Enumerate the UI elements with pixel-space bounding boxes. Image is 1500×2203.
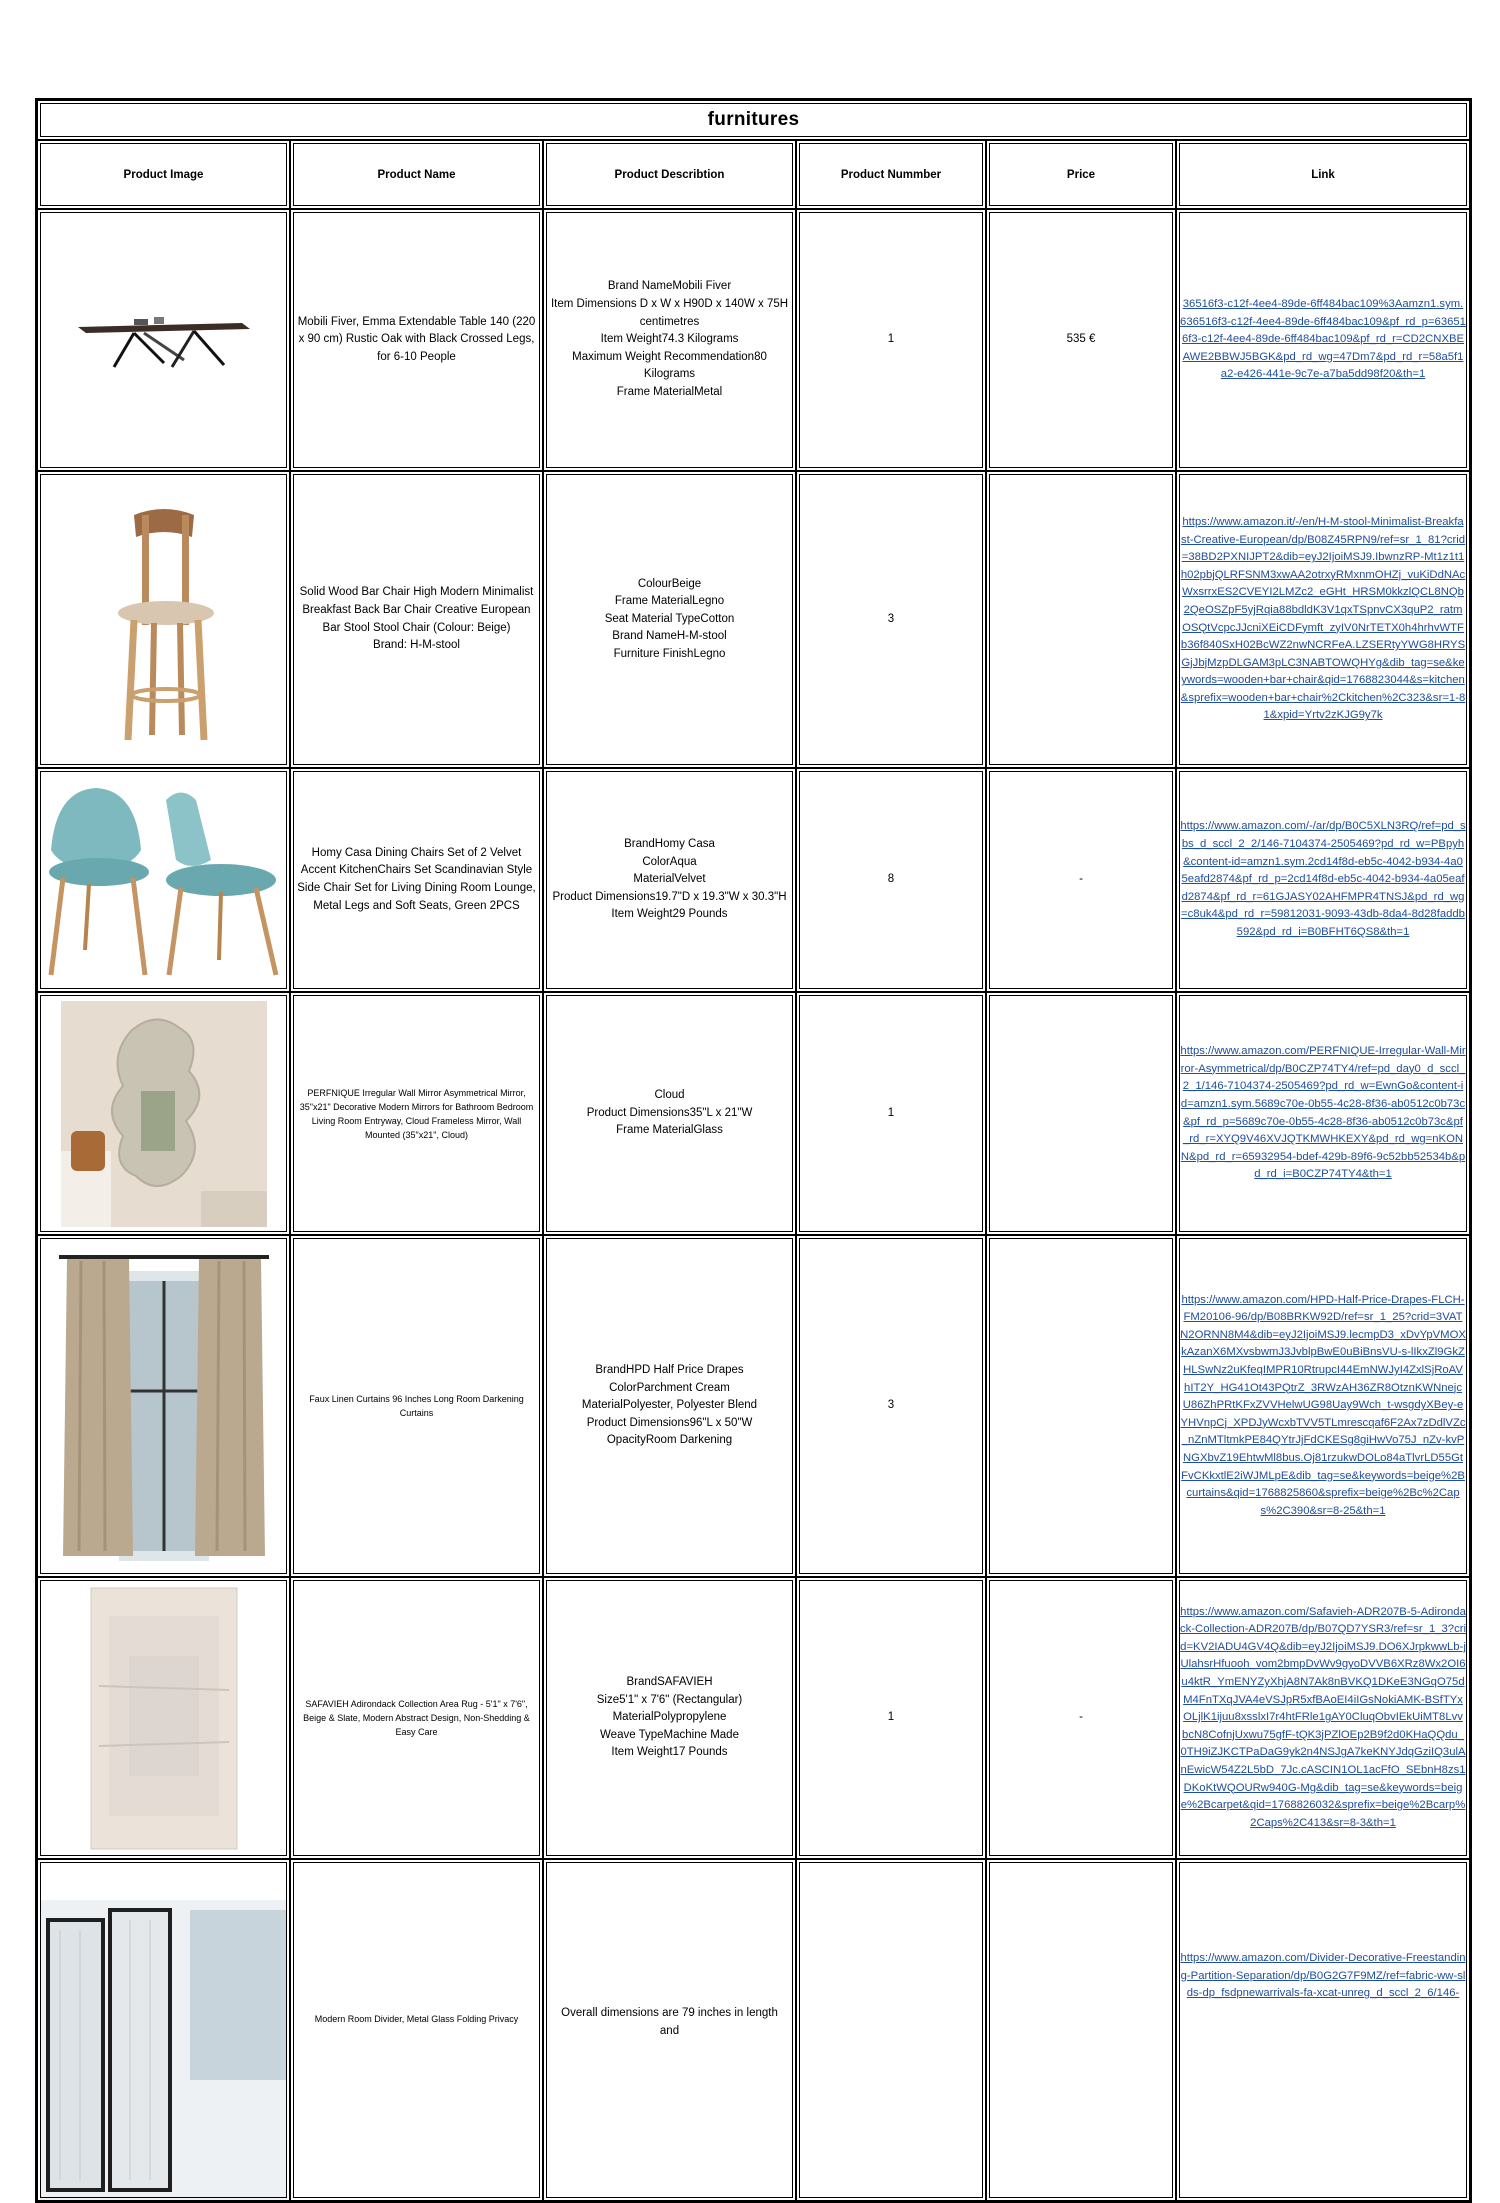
area-rug-icon: [89, 1586, 239, 1851]
product-name-cell: [290, 1235, 543, 1577]
product-link-cell[interactable]: [1176, 1577, 1470, 1859]
product-name-cell: [290, 992, 543, 1235]
product-image-cell: [37, 768, 290, 992]
product-name-cell: [290, 471, 543, 768]
table-row: [37, 768, 1470, 992]
header-product-image: Product Image: [37, 140, 290, 209]
product-name-cell: [290, 209, 543, 471]
product-description: Cloud Product Dimensions35"L x 21"W Frame MaterialGlass: [586, 1089, 753, 1137]
product-number: 3: [887, 612, 895, 625]
header-link: Link: [1176, 140, 1470, 209]
product-number: 1: [887, 333, 895, 346]
product-description: ColourBeige Frame MaterialLegno Seat Material TypeCotton Brand NameH-M-stool Furniture FinishLegno: [604, 577, 735, 660]
product-number-cell: [796, 768, 986, 992]
product-image-cell: [37, 209, 290, 471]
product-link[interactable]: https://www.amazon.com/Divider-Decorative-Freestanding-Partition-Separation/dp/B0G2G7F9MZ/ref=fabric-ww-slds-dp_fsdpnewarrivals-fa-xcat-unreg_d_sccl_2_6/146-: [1180, 1952, 1466, 2000]
product-description-cell: [543, 1577, 796, 1859]
product-link[interactable]: https://www.amazon.com/-/ar/dp/B0C5XLN3RQ/ref=pd_sbs_d_sccl_2_2/146-7104374-2505469?pd_rd_w=PBpyh&content-id=amzn1.sym.2cd14f8d-eb5c-4042-b934-4a05eafd2874&pf_rd_p=2cd14f8d-eb5c-4042-b934-4a05eafd2874&pf_rd_r=61GJASY02AHFMPR4TNSJ&pd_rd_wg=c8uk4&pd_rd_r=59812031-9093-43db-8da4-8d28faddb592&pd_rd_i=B0BFHT6QS8&th=1: [1180, 820, 1466, 938]
product-price-cell: [986, 209, 1176, 471]
product-name: Mobili Fiver, Emma Extendable Table 140 (220 x 90 cm) Rustic Oak with Black Crossed Legs, for 6-10 People: [297, 315, 536, 363]
product-price: 535 €: [1066, 333, 1096, 346]
product-price-cell: [986, 992, 1176, 1235]
product-price-cell: [986, 768, 1176, 992]
product-name: Faux Linen Curtains 96 Inches Long Room Darkening Curtains: [309, 1394, 524, 1418]
product-description-cell: [543, 471, 796, 768]
header-row: [37, 140, 1470, 209]
product-name: Solid Wood Bar Chair High Modern Minimalist Breakfast Back Bar Chair Creative European Bar Stool Stool Chair (Colour: Beige) Brand: H-M-stool: [299, 586, 534, 652]
product-description-cell: [543, 768, 796, 992]
product-image-cell: [37, 471, 290, 768]
product-price-cell: [986, 471, 1176, 768]
product-number: 8: [887, 873, 895, 886]
table-row: [37, 1577, 1470, 1859]
spreadsheet-sheet: [35, 98, 1470, 2037]
header-price: Price: [986, 140, 1176, 209]
product-description: Brand NameMobili Fiver Item Dimensions D x W x H90D x 140W x 75H centimetres Item Weight74.3 Kilograms Maximum Weight Recommendation80 Kilograms Frame MaterialMetal: [550, 280, 789, 398]
product-number-cell: [796, 992, 986, 1235]
product-image-cell: [37, 1577, 290, 1859]
product-number-cell: [796, 1859, 986, 2201]
product-price-cell: [986, 1577, 1176, 1859]
product-price-cell: [986, 1235, 1176, 1577]
room-divider-icon: [40, 1900, 287, 2200]
product-image-cell: [37, 1235, 290, 1577]
product-link-cell[interactable]: [1176, 1235, 1470, 1577]
product-description: BrandHPD Half Price Drapes ColorParchment Cream MaterialPolyester, Polyester Blend Product Dimensions96"L x 50"W OpacityRoom Darkening: [581, 1364, 758, 1447]
product-description-cell: [543, 209, 796, 471]
product-name: Modern Room Divider, Metal Glass Folding Privacy: [314, 2014, 519, 2024]
product-number: 1: [887, 1106, 895, 1119]
product-name: PERFNIQUE Irregular Wall Mirror Asymmetrical Mirror, 35"x21" Decorative Modern Mirrors for Bathroom Bedroom Living Room Entryway, Cloud Frameless Mirror, Wall Mounted (35"x21", Cloud): [299, 1087, 534, 1140]
product-link[interactable]: https://www.amazon.it/-/en/H-M-stool-Minimalist-Breakfast-Creative-European/dp/B08Z45RPN9/ref=sr_1_81?crid=38BD2PXNIJPT2&dib=eyJ2IjoiMSJ9.IbwnzRP-Mt1z1t1h02pbjQLRFSNM3xwAA2otrxyRMxnmOHZj_vuKiDdNAcWxsrrxES2CVEYI2LMZc2_eGHt_HRSM0kkzlQCL8NQb2QeOSZpF5yjRqia88bdldK3V1qxTSpnvCX3quP2_ratmOSQtVcpcJJcniXEiCDFymft_zyIV0NrTETX0h4hrhvWTFb36f840SxH02BcWZ2nwNCRFeA.LZSERtyYWG8HRYSGjJbjMzpDLGAM3pLC3NABTOWQHYg&dib_tag=se&keywords=wooden+bar+chair&qid=1768823044&s=kitchen&sprefix=wooden+bar+chair%2Ckitchen%2C323&sr=1-81&xpid=Yrtv2zKJG9y7k: [1180, 515, 1466, 722]
product-number-cell: [796, 1577, 986, 1859]
product-name: Homy Casa Dining Chairs Set of 2 Velvet Accent KitchenChairs Set Scandinavian Style Side Chair Set for Living Dining Room Lounge, Metal Legs and Soft Seats, Green 2PCS: [297, 846, 536, 912]
header-product-number: Product Nummber: [796, 140, 986, 209]
product-name-cell: [290, 1859, 543, 2201]
product-description: BrandSAFAVIEH Size5'1" x 7'6" (Rectangular) MaterialPolypropylene Weave TypeMachine Made Item Weight17 Pounds: [596, 1676, 743, 1759]
product-link-cell[interactable]: [1176, 768, 1470, 992]
product-image-cell: [37, 1859, 290, 2201]
product-link-cell[interactable]: [1176, 209, 1470, 471]
extendable-table-icon: [74, 305, 254, 375]
product-link[interactable]: https://www.amazon.com/Safavieh-ADR207B-5-Adirondack-Collection-ADR207B/dp/B07QD7YSR3/ref=sr_1_3?crid=KV2IADU4GV4Q&dib=eyJ2IjoiMSJ9.DO6XJrpkwwLb-jUlahsrHfuooh_vom2bmpDvWv9gyoDVVB6XRz8Wx2OI6u4ktR_YmENYZyXhjA8N7Ak8nBVKQ1DKeE3NGqO75dM4FnTXqJVA4eVSJpR5xfBAoEI4iIGsNokiAMK-BSfTYxOLjlK1ijuu8xsslxI7r4htFRle1gAY0CluqObvIEkUiMT8LvvbcN8CofnjUxwu75gfF-tQK3jPZlOEp2B9f2d0KHaQQdu_0TH9iZJKCTPaDaG9yk2n4NSJgA7keKNYJdqGziIQ3ulAnEwicW54Z2L5bD_7Jc.cASCIN1OL1acFfO_SEbnH8zs1DKoKtWQOURw940G-Mg&dib_tag=se&keywords=beige%2Bcarpet&qid=1768826032&sprefix=beige%2Bcarp%2Caps%2C413&sr=8-3&th=1: [1180, 1605, 1467, 1829]
linen-curtains-icon: [59, 1251, 269, 1561]
product-number-cell: [796, 471, 986, 768]
product-name: SAFAVIEH Adirondack Collection Area Rug - 5'1" x 7'6", Beige & Slate, Modern Abstract Design, Non-Shedding & Easy Care: [303, 1699, 530, 1737]
product-link[interactable]: https://www.amazon.com/HPD-Half-Price-Drapes-FLCH-FM20106-96/dp/B08BRKW92D/ref=sr_1_25?crid=3VATN2ORNN8M4&dib=eyJ2IjoiMSJ9.lecmpD3_xDvYpVMOXkAzanX6MXvsbwmJ3JvblpBwE0uBiBnsVU-s-lIkxZl9GkZHLSwNz2uKfeqIMPR10RtrupcI44EmNWJyI4ZxlSjRoAVhIT2Y_HG41Ot43PQtrZ_3RWzAH36ZR8OtznKWNnejcU86ZhPRtKFxZVVHelwUG98Uay9Wch_t-wsgdyXBey-eYHVnpCj_XPDJyWcxbTVV5TLmrescqaf6F2Ax7zDdlVZc_nZnMTltmkPE84QYtrJjFdCKESg8giHwVo75J_nZv-kvPNGXbvZ19EhtwMl8bus.Oj81rzukwDOLo84aTlvrLD55GtFvCKkxtlE2iWJMLpE&dib_tag=se&keywords=beige%2Bcurtains&qid=1768825860&sprefix=beige%2Bc%2Caps%2C390&sr=8-25&th=1: [1180, 1293, 1466, 1517]
product-price: -: [1079, 1711, 1083, 1724]
bar-stool-icon: [94, 495, 234, 745]
product-price: -: [1079, 873, 1083, 886]
furniture-table: [35, 98, 1472, 2203]
table-row: [37, 471, 1470, 768]
table-row: [37, 1235, 1470, 1577]
product-price-cell: [986, 1859, 1176, 2201]
cloud-mirror-icon: [61, 1001, 267, 1227]
product-link-cell[interactable]: [1176, 1859, 1470, 2201]
header-product-name: Product Name: [290, 140, 543, 209]
product-link[interactable]: https://www.amazon.com/PERFNIQUE-Irregular-Wall-Mirror-Asymmetrical/dp/B0CZP74TY4/ref=pd_day0_d_sccl_2_1/146-7104374-2505469?pd_rd_w=EwnGo&content-id=amzn1.sym.5689c70e-0b55-4c28-8f36-ab0512c0b73c&pf_rd_p=5689c70e-0b55-4c28-8f36-ab0512c0b73c&pf_rd_r=XYQ9V46XVJQTKMWHKEXY&pd_rd_wg=nKONN&pd_rd_r=65932954-bdef-429b-89f6-9c52bb52534b&pd_rd_i=B0CZP74TY4&th=1: [1180, 1045, 1466, 1181]
table-row: [37, 1859, 1470, 2201]
header-product-description: Product Describtion: [543, 140, 796, 209]
product-link-cell[interactable]: [1176, 471, 1470, 768]
product-description-cell: [543, 1859, 796, 2201]
table-row: [37, 209, 1470, 471]
product-number-cell: [796, 1235, 986, 1577]
product-description: Overall dimensions are 79 inches in length and: [561, 2007, 778, 2037]
product-number: 1: [887, 1711, 895, 1724]
product-name-cell: [290, 1577, 543, 1859]
velvet-dining-chairs-icon: [41, 780, 286, 980]
product-image-cell: [37, 992, 290, 1235]
product-description-cell: [543, 1235, 796, 1577]
product-link-cell[interactable]: [1176, 992, 1470, 1235]
product-description: BrandHomy Casa ColorAqua MaterialVelvet Product Dimensions19.7"D x 19.3"W x 30.3"H Item Weight29 Pounds: [552, 838, 787, 921]
product-name-cell: [290, 768, 543, 992]
product-number-cell: [796, 209, 986, 471]
product-number: 3: [887, 1399, 895, 1412]
product-link[interactable]: 36516f3-c12f-4ee4-89de-6ff484bac109%3Aamzn1.sym.636516f3-c12f-4ee4-89de-6ff484bac109&pf_rd_p=636516f3-c12f-4ee4-89de-6ff484bac109&pf_rd_r=CD2CNXBEAWE2BBWJ5BGK&pd_rd_wg=47Dm7&pd_rd_r=58a5f1a2-e426-441e-9c7e-a7ba5dd98f20&th=1: [1180, 298, 1466, 381]
table-row: [37, 992, 1470, 1235]
sheet-title: furnitures: [37, 100, 1470, 140]
product-description-cell: [543, 992, 796, 1235]
